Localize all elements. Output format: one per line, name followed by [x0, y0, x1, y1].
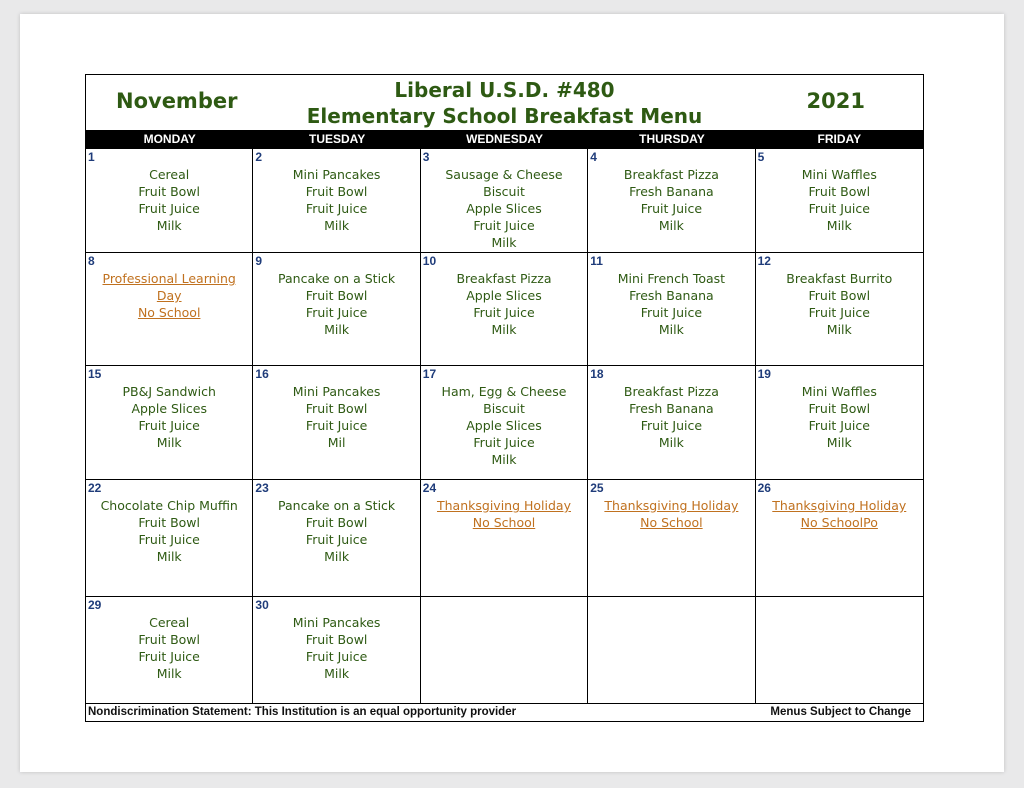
- day-cell-12: [756, 253, 923, 366]
- menu-items: [253, 383, 419, 451]
- menu-item: Pancake on a Stick: [278, 498, 396, 513]
- menu-items: [253, 497, 419, 565]
- menu-items: [421, 383, 587, 468]
- menu-item: Mini Pancakes: [292, 615, 381, 630]
- day-number: 17: [422, 367, 437, 381]
- menu-item: Biscuit: [483, 401, 525, 416]
- note-line: Thanksgiving Holiday: [437, 498, 571, 513]
- menu-item: Milk: [156, 435, 182, 450]
- menu-item: Biscuit: [483, 184, 525, 199]
- menu-item: Fruit Bowl: [305, 632, 368, 647]
- day-number: 3: [422, 150, 430, 164]
- day-number: 1: [88, 150, 95, 164]
- day-cell-22: [86, 480, 253, 597]
- menu-item: Milk: [491, 322, 517, 337]
- day-number: 22: [88, 481, 102, 495]
- menu-name: Elementary School Breakfast Menu: [306, 104, 703, 128]
- day-number: 2: [255, 150, 263, 164]
- menu-item: Apple Slices: [466, 288, 542, 303]
- menu-item: Milk: [156, 549, 182, 564]
- weekday-monday: MONDAY: [143, 132, 196, 146]
- menu-item: Milk: [156, 218, 182, 233]
- menu-item: Fruit Bowl: [305, 288, 368, 303]
- menu-item: Fresh Banana: [629, 184, 714, 199]
- day-cell-26: [756, 480, 923, 597]
- menu-item: Fruit Bowl: [138, 632, 200, 647]
- menu-items: [421, 166, 587, 251]
- menu-items: [86, 614, 252, 682]
- calendar-footer: [86, 704, 923, 721]
- menu-item: Milk: [324, 218, 350, 233]
- day-number: 10: [422, 254, 437, 268]
- no-school-note: [588, 497, 754, 531]
- day-number: 25: [590, 481, 604, 495]
- note-line: No School: [472, 515, 536, 530]
- menu-item: Apple Slices: [466, 418, 542, 433]
- menu-item: Mini French Toast: [617, 271, 726, 286]
- day-number: 8: [88, 254, 95, 268]
- day-number: 11: [590, 254, 603, 268]
- menu-item: Fruit Juice: [640, 201, 703, 216]
- day-number: 24: [422, 481, 437, 495]
- menu-items: [756, 383, 923, 451]
- day-cell-24: [421, 480, 588, 597]
- menu-item: Mini Pancakes: [292, 167, 381, 182]
- day-cell-30: [253, 597, 420, 704]
- day-number: 12: [757, 254, 771, 268]
- note-line: No SchoolPo: [800, 515, 878, 530]
- menu-item: Fruit Juice: [640, 305, 703, 320]
- empty-day-cell: [756, 597, 923, 704]
- no-school-note: [421, 497, 587, 531]
- menu-item: Milk: [658, 435, 684, 450]
- menu-item: Fruit Juice: [305, 418, 368, 433]
- day-cell-10: [421, 253, 588, 366]
- weekday-friday: FRIDAY: [817, 132, 862, 146]
- menu-items: [253, 166, 419, 234]
- note-line: Professional Learning: [102, 271, 236, 286]
- day-cell-29: [86, 597, 253, 704]
- day-number: 29: [88, 598, 102, 612]
- menu-item: Fruit Juice: [138, 532, 200, 547]
- nondiscrimination-statement: Nondiscrimination Statement: This Institution is an equal opportunity provider: [88, 706, 517, 718]
- menu-items: [86, 166, 252, 234]
- menu-items: [588, 166, 754, 234]
- menu-item: Fruit Juice: [808, 418, 870, 433]
- menu-item: Fresh Banana: [629, 401, 714, 416]
- menu-item: Milk: [658, 218, 684, 233]
- menu-item: Fruit Juice: [473, 435, 535, 450]
- district-name: Liberal U.S.D. #480: [394, 78, 615, 102]
- note-line: No School: [137, 305, 201, 320]
- day-number: 18: [590, 367, 604, 381]
- menu-item: Cereal: [149, 615, 190, 630]
- document-page: [20, 14, 1004, 772]
- menu-item: Milk: [324, 549, 350, 564]
- day-cell-5: [756, 149, 923, 253]
- menu-item: Breakfast Pizza: [623, 384, 719, 399]
- day-number: 19: [757, 367, 771, 381]
- menu-items: [756, 270, 923, 338]
- menu-item: Apple Slices: [131, 401, 207, 416]
- menu-items: [588, 270, 754, 338]
- menu-item: Mini Waffles: [801, 167, 877, 182]
- menu-item: Fruit Bowl: [305, 515, 368, 530]
- menu-items: [588, 383, 754, 451]
- menu-item: Fruit Juice: [640, 418, 703, 433]
- menu-item: Fruit Juice: [138, 201, 200, 216]
- menu-item: Breakfast Pizza: [623, 167, 719, 182]
- menu-item: Fruit Juice: [808, 305, 870, 320]
- menu-item: Milk: [156, 666, 182, 681]
- day-cell-11: [588, 253, 755, 366]
- menu-item: Milk: [491, 452, 517, 467]
- menu-items: [421, 270, 587, 338]
- menu-item: Milk: [324, 666, 350, 681]
- menu-item: Fruit Juice: [138, 649, 200, 664]
- note-line: Day: [156, 288, 182, 303]
- menu-item: Fresh Banana: [629, 288, 714, 303]
- menu-item: Milk: [658, 322, 684, 337]
- menu-item: Fruit Bowl: [305, 401, 368, 416]
- menu-item: Fruit Juice: [473, 305, 535, 320]
- menu-items: [253, 614, 419, 682]
- menu-item: Chocolate Chip Muffin: [100, 498, 238, 513]
- menu-item: Fruit Bowl: [138, 184, 200, 199]
- menu-items: [253, 270, 419, 338]
- day-number: 15: [88, 367, 102, 381]
- day-number: 16: [255, 367, 269, 381]
- menu-items: [86, 383, 252, 451]
- menu-item: Cereal: [149, 167, 190, 182]
- menu-item: Fruit Juice: [473, 218, 535, 233]
- empty-day-cell: [588, 597, 755, 704]
- day-cell-16: [253, 366, 420, 480]
- menu-item: Fruit Juice: [305, 649, 368, 664]
- day-number: 23: [255, 481, 269, 495]
- day-number: 4: [590, 150, 597, 164]
- menu-item: Fruit Juice: [808, 201, 870, 216]
- weekday-wednesday: WEDNESDAY: [466, 132, 543, 146]
- calendar-grid: [86, 149, 923, 704]
- menu-item: Sausage & Cheese: [445, 167, 563, 182]
- note-line: Thanksgiving Holiday: [604, 498, 739, 513]
- menu-item: Fruit Juice: [305, 532, 368, 547]
- month-label: November: [116, 89, 238, 113]
- day-cell-9: [253, 253, 420, 366]
- menu-items: [756, 166, 923, 234]
- menu-item: Breakfast Pizza: [456, 271, 552, 286]
- weekday-header-row: [86, 130, 923, 149]
- no-school-note: [86, 270, 252, 321]
- menu-item: Milk: [491, 235, 517, 250]
- menu-item: Mini Pancakes: [292, 384, 381, 399]
- note-line: Thanksgiving Holiday: [772, 498, 907, 513]
- menu-item: Milk: [826, 218, 852, 233]
- menu-item: Fruit Juice: [305, 305, 368, 320]
- day-number: 26: [757, 481, 771, 495]
- menu-item: Fruit Juice: [305, 201, 368, 216]
- day-number: 9: [255, 254, 263, 268]
- menu-item: Mil: [327, 435, 346, 450]
- day-cell-8: [86, 253, 253, 366]
- day-number: 5: [757, 150, 765, 164]
- day-number: 30: [255, 598, 269, 612]
- menu-disclaimer: Menus Subject to Change: [770, 706, 911, 718]
- menu-item: Apple Slices: [466, 201, 542, 216]
- day-cell-4: [588, 149, 755, 253]
- weekday-tuesday: TUESDAY: [308, 132, 366, 146]
- menu-item: Mini Waffles: [801, 384, 877, 399]
- menu-items: [86, 497, 252, 565]
- no-school-note: [756, 497, 923, 531]
- note-line: No School: [640, 515, 703, 530]
- menu-item: Fruit Bowl: [808, 184, 871, 199]
- breakfast-calendar: [85, 74, 924, 722]
- menu-item: Fruit Bowl: [138, 515, 200, 530]
- day-cell-3: [421, 149, 588, 253]
- menu-item: Milk: [826, 322, 852, 337]
- day-cell-23: [253, 480, 420, 597]
- empty-day-cell: [421, 597, 588, 704]
- menu-item: Fruit Bowl: [808, 288, 871, 303]
- day-cell-17: [421, 366, 588, 480]
- menu-item: Milk: [324, 322, 350, 337]
- menu-title: [86, 77, 923, 129]
- calendar-header: [86, 75, 923, 130]
- menu-item: Fruit Bowl: [305, 184, 368, 199]
- day-cell-2: [253, 149, 420, 253]
- day-cell-19: [756, 366, 923, 480]
- menu-item: Milk: [826, 435, 852, 450]
- menu-item: Pancake on a Stick: [278, 271, 396, 286]
- menu-item: Fruit Juice: [138, 418, 200, 433]
- year-label: 2021: [806, 89, 865, 113]
- day-cell-1: [86, 149, 253, 253]
- menu-item: Breakfast Burrito: [786, 271, 893, 286]
- menu-item: Fruit Bowl: [808, 401, 871, 416]
- day-cell-15: [86, 366, 253, 480]
- day-cell-25: [588, 480, 755, 597]
- menu-item: Ham, Egg & Cheese: [441, 384, 567, 399]
- menu-item: PB&J Sandwich: [122, 384, 216, 399]
- day-cell-18: [588, 366, 755, 480]
- weekday-thursday: THURSDAY: [639, 132, 705, 146]
